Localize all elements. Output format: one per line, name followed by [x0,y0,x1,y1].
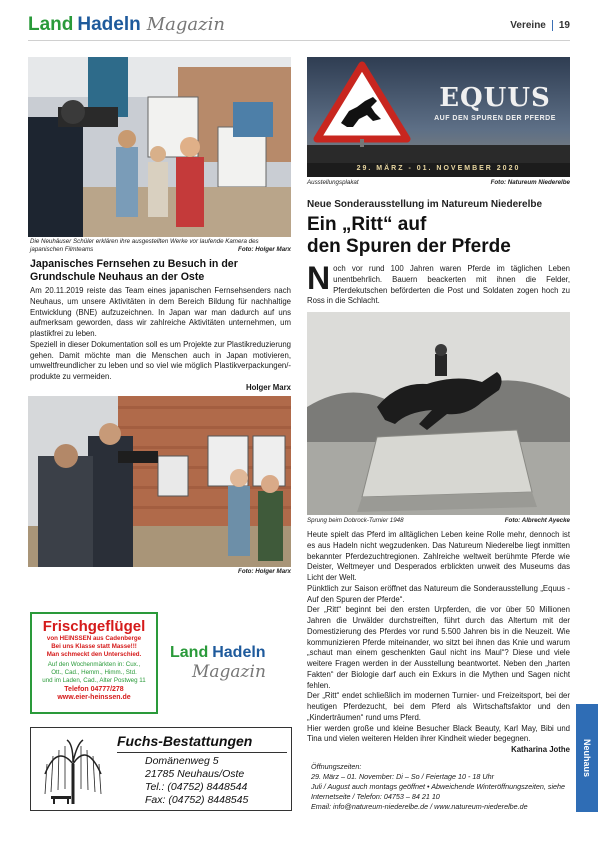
masthead-logo [28,14,225,36]
hours-title: Öffnungszeiten: [311,762,362,771]
ad-gefluegel-line3: Man schmeckt den Unterschied. [46,651,142,659]
ad-fuchs-fax: Fax: (04752) 8448545 [145,794,249,806]
photo2-caption [30,568,291,576]
page-number: 19 [558,20,570,31]
horse-photo-credit: Foto: Albrecht Ayecke [504,517,570,524]
right-article-body [307,530,570,756]
equus-poster [307,57,570,177]
ad-fuchs-city: 21785 Neuhaus/Oste [145,768,245,780]
ad-gefluegel-phone: Telefon 04777/278 [64,686,124,694]
right-paragraph-2: Pünktlich zur Saison eröffnet das Natureum die Sonderausstellung „Equus - Auf den Spuren der Pferde“. [307,583,570,604]
ad-gefluegel-line1: von HEINSSEN aus Cadenberge [46,635,142,642]
opening-hours [311,762,571,812]
page-header-info [510,20,570,31]
horse-photo-caption-text: Sprung beim Dobrock-Turnier 1948 [307,517,404,524]
right-article-author: Katharina Jothe [511,745,570,754]
ad-gefluegel-green3: und im Laden, Cad., Alter Postweg 11 [42,677,146,685]
hours-line-3: Email: info@natureum-niederelbe.de / www.natureum-niederelbe.de [311,802,528,812]
ad-fuchs-tel: Tel.: (04752) 8448544 [145,781,248,793]
ad-gefluegel-title: Frischgeflügel [42,618,146,635]
photo2-credit: Foto: Holger Marx [238,568,291,575]
right-article-title [307,214,572,258]
hours-line-2: Juli / August auch montags geöffnet • Abweichende Winteröffnungszeiten, siehe Internetseite / Telefon: 04753 – 84 21 10 [311,782,566,802]
right-article-title-line2: den Spuren der Pferde [307,235,511,257]
photo-students-camera [28,57,291,237]
right-paragraph-4: Der „Ritt“ endet schließlich im modernen Turnier- und Freizeitsport, bei der heutigen Pferdezucht, bei dem Pferd als Wirtschaftsfaktor und den „Kinderträumen“ rund ums Pferd. [307,691,570,722]
right-article-kicker: Neue Sonderausstellung im Natureum Niederelbe [307,199,543,210]
logo2-hadeln: Hadeln [212,644,266,661]
right-paragraph-3: Der „Ritt“ beginnt bei den ersten Urpferden, die vor über 50 Millionen Jahren die Urwälder durchstreiften, führt durch das Altertum mit der Domestizierung des Pferdes vor rund 5.500 Jahren bis in die Neuzeit. Wie kommunizieren Pferde miteinander, wo sitzt bei ihnen das Knie und warum „schaut man einem geschenkten Gaul nicht ins Maul“? Diese und viele weitere Fragen werden in der Ausstellung beantwortet. Neben den „harten Fakten“ der Biologie darf auch ein Exkurs in die Mythen und Sagen nicht fehlen. [307,605,570,690]
ad-fuchs-street: Domänenweg 5 [145,755,219,767]
right-article-title-line1: Ein „Ritt“ auf [307,214,427,235]
brand-hadeln: Hadeln [77,14,141,35]
land-hadeln-logo [170,644,266,682]
brand-magazin: Magazin [146,14,225,35]
ad-frischgefluegel[interactable] [30,612,158,714]
logo2-magazin: Magazin [192,662,266,682]
ad-gefluegel-green2: Ott., Cad., Hemm., Himm., Std. [51,669,137,677]
ad-fuchs-rule [117,752,287,753]
right-paragraph-5: Hier werden große und kleine Besucher Black Beauty, Karl May, Bibi und Tina und vielen weiteren Helden ihrer Kindheit wieder begegnen. [307,723,570,744]
equus-caption-text: Ausstellungsplakat [307,179,359,186]
photo-film-crew [28,396,291,567]
intro-dropcap: N [307,260,331,296]
equus-banner-subtitle: AUF DEN SPUREN DER PFERDE [434,115,556,122]
equus-credit: Foto: Natureum Niederelbe [490,179,570,186]
equus-banner-dates: 29. MÄRZ - 01. NOVEMBER 2020 [356,165,521,172]
header-separator [552,20,553,31]
right-paragraph-1: Heute spielt das Pferd im alltäglichen Leben keine Rolle mehr, dennoch ist es aus Hadeln nicht wegzudenken. Das Natureum Niederelbe liegt inmitten bekannter Pferdezuchtregionen. Zahlreiche weltweit berühmte Pferde wie Deister, Weltmeyer und Desperados erblickten unweit des Museums das Licht der Welt. [307,530,570,582]
right-article-intro [307,260,570,307]
photo1-caption [30,238,291,254]
intro-text: och vor rund 100 Jahren waren Pferde im täglichen Leben unentbehrlich. Bauern beackerten mit ihnen die Felder, Pferdekutschen beförderten die Post und Soldaten zogen hoch zu Ross in die Schlacht. [307,264,570,306]
equus-caption [307,179,570,188]
header-rule [28,40,570,41]
photo-horse-jump-1948 [307,312,570,515]
logo2-land: Land [170,644,209,661]
left-article-body [30,286,291,394]
hours-line-1: 29. März – 01. November: Di – So / Feiertage 10 - 18 Uhr [311,772,494,782]
ad-gefluegel-web[interactable]: www.eier-heinssen.de [57,694,131,702]
ad-gefluegel-line2: Bei uns Klasse statt Masse!!! [51,643,137,651]
section-side-tab [576,704,598,812]
side-tab-label: Neuhaus [582,738,592,778]
photo1-credit: Foto: Holger Marx [238,245,291,253]
equus-banner-title: EQUUS [439,83,551,113]
left-article-title: Japanisches Fernsehen zu Besuch in der Grundschule Neuhaus an der Oste [30,258,238,283]
left-article-paragraph-1: Am 20.11.2019 reiste das Team eines japanischen Fernsehsenders nach Neuhaus, um unsere Aktivitäten in dem Bereich Bildung für nachhaltige Entwicklung (BNE) aufzuzeichnen. In Japan war man dadurch auf uns aufmerksam geworden, dass wir zahlreiche Aktivitäten unternehmen, um plastikfrei zu leben. [30,286,291,338]
left-article-paragraph-2: Speziell in dieser Dokumentation soll es um Projekte zur Plastikreduzierung gehen. Damit möchte man die Menschen auch in Japan motivieren, umweltfreundlicher zu leben und so viel wie möglich Plastikverpackungen/-produkte zu vermeiden. [30,339,291,381]
left-article-author: Holger Marx [245,382,291,392]
ad-gefluegel-green1: Auf den Wochenmärkten in: Cux., [47,661,141,669]
section-label: Vereine [510,20,546,31]
willow-tree-icon [37,734,109,806]
brand-land: Land [28,14,74,35]
ad-fuchs-title: Fuchs-Bestattungen [117,733,253,749]
ad-fuchs-bestattungen[interactable] [30,727,292,811]
photo1-caption-text: Die Neuhäuser Schüler erklären ihre ausgestellten Werke vor laufende Kamera des japanischen Filmteams [30,238,259,253]
horse-photo-caption [307,517,570,526]
